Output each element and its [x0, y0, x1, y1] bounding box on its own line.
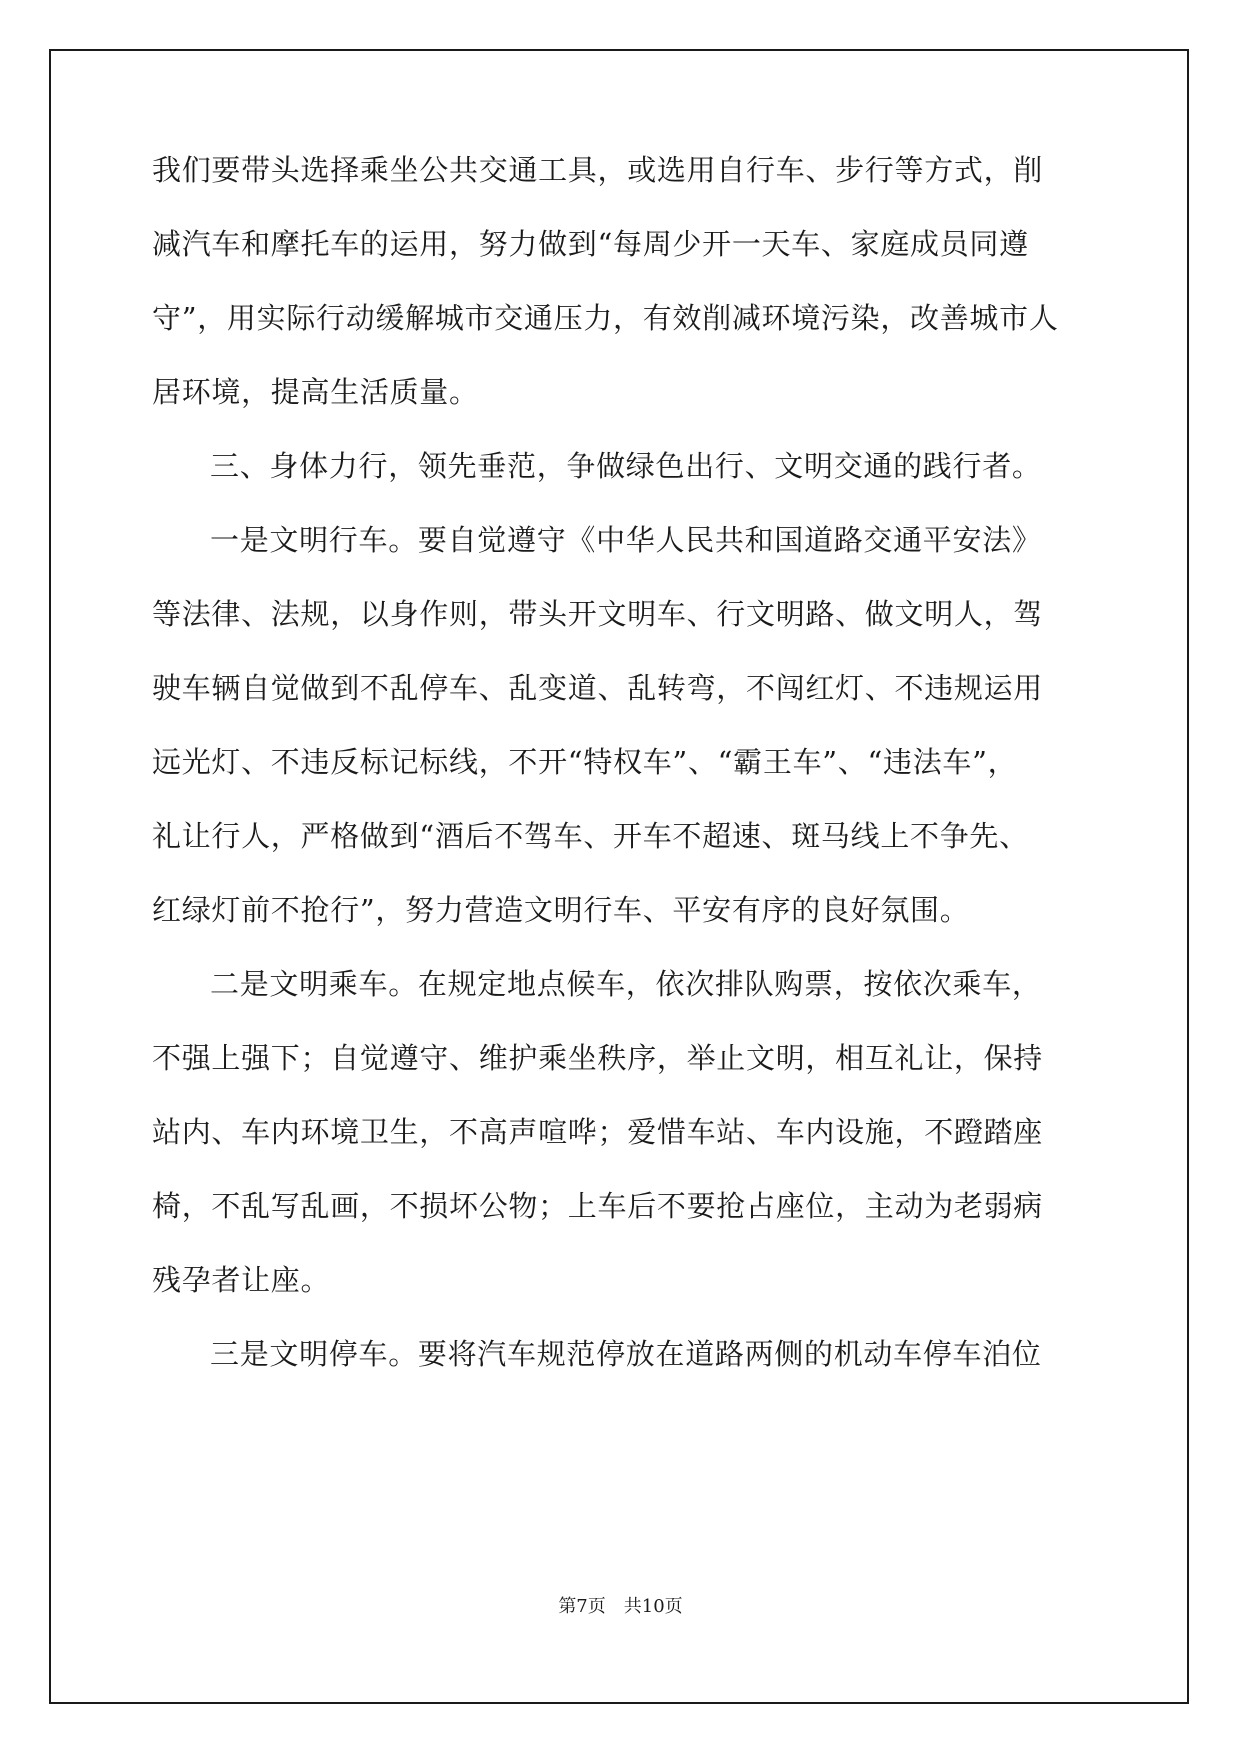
text-line: 二是文明乘车。在规定地点候车，依次排队购票，按依次乘车，	[210, 967, 1042, 1001]
text-line: 椅，不乱写乱画，不损坏公物；上车后不要抢占座位，主动为老弱病	[152, 1189, 1044, 1223]
text-line: 等法律、法规，以身作则，带头开文明车、行文明路、做文明人，驾	[152, 597, 1044, 631]
text-line: 残孕者让座。	[152, 1263, 331, 1297]
page-footer: 第7页 共10页	[558, 1596, 683, 1617]
text-line: 三、身体力行，领先垂范，争做绿色出行、文明交通的践行者。	[210, 449, 1042, 483]
text-line: 守”，用实际行动缓解城市交通压力，有效削减环境污染，改善城市人	[152, 301, 1059, 335]
text-line: 减汽车和摩托车的运用，努力做到“每周少开一天车、家庭成员同遵	[152, 227, 1029, 261]
text-line: 居环境，提高生活质量。	[152, 375, 479, 409]
text-line: 红绿灯前不抢行”，努力营造文明行车、平安有序的良好氛围。	[152, 893, 970, 927]
text-line: 驶车辆自觉做到不乱停车、乱变道、乱转弯，不闯红灯、不违规运用	[152, 671, 1044, 705]
text-line: 礼让行人，严格做到“酒后不驾车、开车不超速、斑马线上不争先、	[152, 819, 1029, 853]
text-line: 远光灯、不违反标记标线，不开“特权车”、“霸王车”、“违法车”，	[152, 745, 1018, 779]
text-line: 不强上强下；自觉遵守、维护乘坐秩序，举止文明，相互礼让，保持	[152, 1041, 1044, 1075]
text-line: 三是文明停车。要将汽车规范停放在道路两侧的机动车停车泊位	[210, 1337, 1042, 1371]
text-line: 我们要带头选择乘坐公共交通工具，或选用自行车、步行等方式，削	[152, 153, 1044, 187]
text-line: 一是文明行车。要自觉遵守《中华人民共和国道路交通平安法》	[210, 523, 1042, 557]
text-line: 站内、车内环境卫生，不高声喧哗；爱惜车站、车内设施，不蹬踏座	[152, 1115, 1044, 1149]
